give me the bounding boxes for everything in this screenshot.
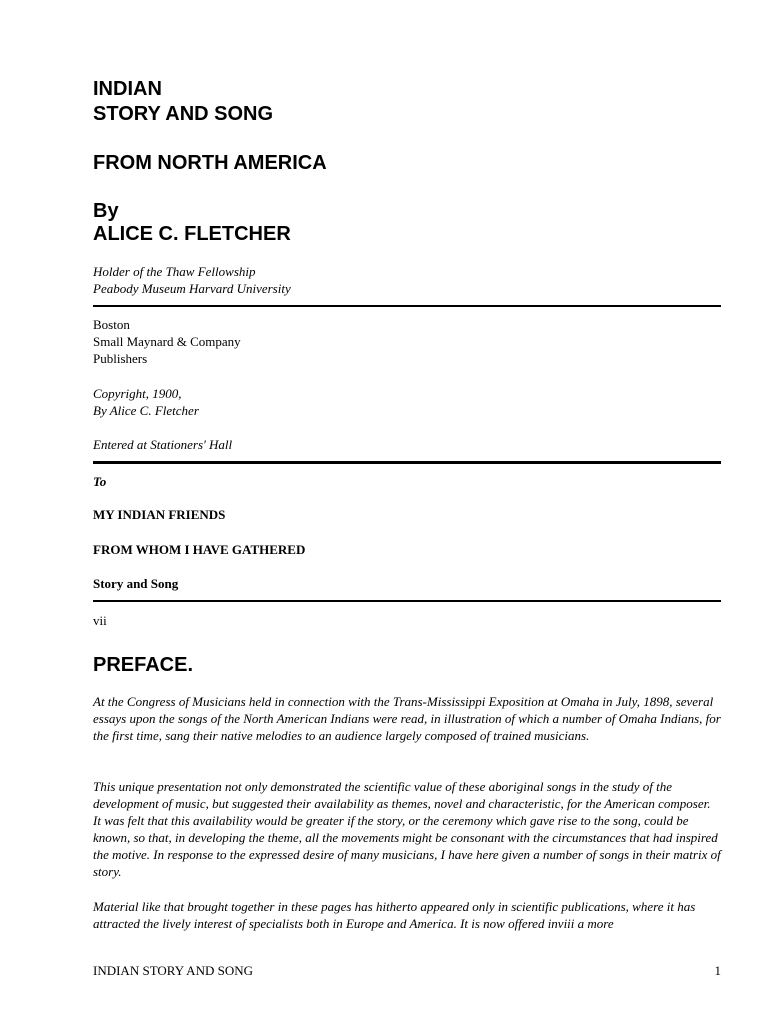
- publisher-city: Boston: [93, 317, 130, 332]
- running-footer-title: INDIAN STORY AND SONG: [93, 963, 253, 978]
- stationers-hall-note: Entered at Stationers' Hall: [93, 437, 233, 452]
- preface-paragraph-2: This unique presentation not only demonstrated the scientific value of these aboriginal songs in the study of the development of music, but suggested their availability as themes, novel and characteristic, for the American composer. It was felt that this availability would be greater if the story, or the ceremony which gave rise to the song, could be known, so that, in developing the theme, all the movements might be consonant with the circumstances that had inspired the motive. In response to the expressed desire of many musicians, I have here given a number of songs in their matrix of story.: [93, 779, 721, 879]
- dedication-line-1: MY INDIAN FRIENDS: [93, 507, 226, 522]
- divider-1: [93, 305, 721, 307]
- document-page: [93, 0, 721, 1024]
- dedication-to: To: [93, 474, 107, 489]
- preface-paragraph-1: At the Congress of Musicians held in connection with the Trans-Mississippi Exposition at Omaha in July, 1898, several essays upon the songs of the North American Indians were read, in illustration of which a number of Omaha Indians, for the first time, sang their native melodies to an audience largely composed of trained musicians.: [93, 694, 721, 743]
- dedication-line-3: Story and Song: [93, 576, 179, 591]
- dedication-line-2: FROM WHOM I HAVE GATHERED: [93, 542, 306, 557]
- affiliation-line-2: Peabody Museum Harvard University: [93, 281, 291, 296]
- publisher-name: Small Maynard & Company: [93, 334, 241, 349]
- book-subtitle: FROM NORTH AMERICA: [93, 152, 327, 174]
- byline-by: By: [93, 200, 119, 222]
- preface-paragraph-3: Material like that brought together in these pages has hitherto appeared only in scientific publications, where it has attracted the lively interest of specialists both in Europe and America. It is now offered inviii a more: [93, 899, 696, 931]
- author-name: ALICE C. FLETCHER: [93, 223, 291, 245]
- footer-page-number: 1: [714, 963, 721, 978]
- book-title-line-2: STORY AND SONG: [93, 103, 274, 125]
- publisher-role: Publishers: [93, 351, 148, 366]
- copyright-line-2: By Alice C. Fletcher: [93, 403, 199, 418]
- copyright-line-1: Copyright, 1900,: [93, 386, 182, 401]
- divider-3: [93, 600, 721, 602]
- affiliation-line-1: Holder of the Thaw Fellowship: [93, 264, 256, 279]
- book-title-line-1: INDIAN: [93, 78, 162, 100]
- divider-2: [93, 461, 721, 464]
- preface-heading: PREFACE.: [93, 654, 194, 676]
- roman-page-number: vii: [93, 613, 107, 628]
